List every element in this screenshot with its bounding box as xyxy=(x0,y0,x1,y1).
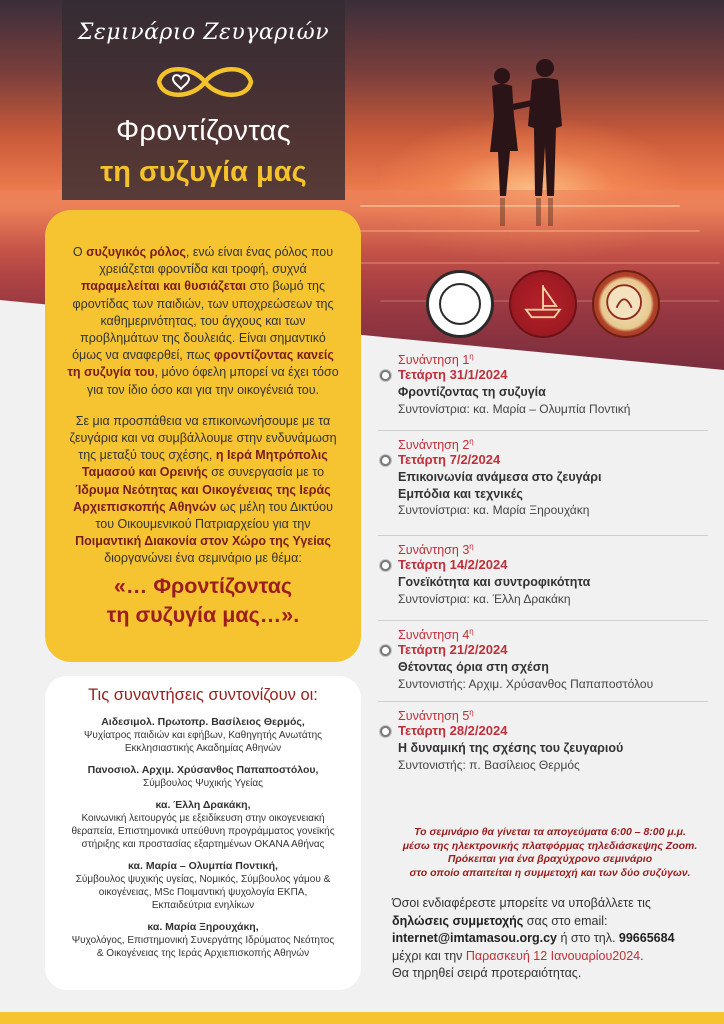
circle-bullet-icon xyxy=(380,560,391,571)
quote-line-2: τη συζυγία μας…». xyxy=(106,603,300,627)
meeting-coordinator: Συντονίστρια: κα. Μαρία – Ολυμπία Ποντική xyxy=(398,401,631,416)
intro-text: , μόνο όφελη μπορεί να έχει τόσο για τον ίδιο όσο και για την οικογένειά του. xyxy=(86,365,339,397)
network-seal-logo xyxy=(592,270,660,338)
intro-emphasis: Ίδρυμα Νεότητας και Οικογένειας της Ιεράς Αρχιεπισκοπής Αθηνών xyxy=(73,482,331,514)
info-text-3: ή στο τηλ. xyxy=(557,931,619,945)
coordinator-description: & Οικογένειας της Ιεράς Αρχιεπισκοπής Αθηνών xyxy=(96,948,310,959)
coordinator-description: θεραπεία, Επιστημονικά υπεύθυνη προγράμματος γονεϊκής xyxy=(71,826,335,837)
coordinator-description: Κοινωνική λειτουργός με εξειδίκευση στην οικογενειακή xyxy=(81,813,325,824)
meeting-date: Τετάρτη 28/2/2024 xyxy=(398,723,508,739)
coordinator-entry xyxy=(55,859,351,912)
seminar-theme-quote xyxy=(45,572,361,630)
meeting-divider xyxy=(378,430,708,431)
meeting-topic: Η δυναμική της σχέσης του ζευγαριού xyxy=(398,741,624,756)
meeting-coordinator: Συντονίστρια: κα. Μαρία Ξηρουχάκη xyxy=(398,503,590,518)
coordinator-description: Σύμβουλος Ψυχικής Υγείας xyxy=(143,778,263,789)
quote-line-1: «… Φροντίζοντας xyxy=(113,574,293,598)
meeting-date: Τετάρτη 14/2/2024 xyxy=(398,557,508,573)
coordinator-entry xyxy=(55,715,351,755)
coordinator-name: κα. Μαρία – Ολυμπία Ποντική, xyxy=(128,860,278,872)
ship-seal-logo xyxy=(509,270,577,338)
intro-emphasis: συζυγικός ρόλος xyxy=(86,245,186,259)
sea-ripple xyxy=(340,262,720,264)
circle-bullet-icon xyxy=(380,455,391,466)
info-registration: δηλώσεις συμμετοχής xyxy=(392,913,524,928)
intro-text: διοργανώνει ένα σεμινάριο με θέμα: xyxy=(104,551,302,566)
seminar-notice xyxy=(390,826,710,881)
meeting-number: Συνάντηση $2^\eta$ xyxy=(398,437,474,453)
meeting-date: Τετάρτη 31/1/2024 xyxy=(398,367,508,383)
meeting-5 xyxy=(378,708,708,773)
notice-line: Το σεμινάριο θα γίνεται τα απογεύματα 6:00 – 8:00 μ.μ. xyxy=(414,826,686,838)
meeting-coordinator: Συντονιστής: Αρχιμ. Χρύσανθος Παπαποστόλου xyxy=(398,676,654,691)
meeting-divider xyxy=(378,620,708,621)
meeting-1 xyxy=(378,352,708,417)
coordinator-description: Ψυχολόγος, Επιστημονική Συνεργάτης Ιδρύματος Νεότητος xyxy=(71,935,335,946)
contact-email-link[interactable]: internet@imtamasou.org.cy xyxy=(392,931,558,945)
coordinator-entry xyxy=(55,763,351,790)
infinity-heart-icon xyxy=(145,60,265,104)
intro-emphasis: Ποιμαντική Διακονία στον Χώρο της Υγείας xyxy=(75,534,331,549)
notice-line: μέσω της ηλεκτρονικής πλατφόρμας τηλεδιάσκεψης Zoom. xyxy=(402,839,698,852)
intro-text: , ενώ είναι ένας ρόλος που χρειάζεται φροντίδα και τροφή, συχνά xyxy=(99,245,334,277)
meeting-date: Τετάρτη 7/2/2024 xyxy=(398,452,501,468)
meeting-2 xyxy=(378,437,708,518)
contact-phone[interactable]: 99665684 xyxy=(618,931,675,945)
coordinator-description: Εκπαιδεύτρια ενηλίκων xyxy=(151,900,255,911)
intro-emphasis: φροντίζοντας κανείς τη συζυγία του xyxy=(67,348,334,380)
registration-info xyxy=(392,895,712,983)
meeting-coordinator: Συντονιστής: π. Βασίλειος Θερμός xyxy=(398,757,580,772)
meeting-topic: Φροντίζοντας τη συζυγία xyxy=(398,385,546,400)
info-text-4: μέχρι και την xyxy=(392,948,466,963)
seminar-label: Σεμινάριο Ζευγαριών xyxy=(77,20,330,45)
notice-line: στο οποίο απαιτείται η συμμετοχή και των δύο συζύγων. xyxy=(409,867,691,880)
notice-line: Πρόκειται για ένα βραχύχρονο σεμινάριο xyxy=(447,853,653,866)
intro-text: ως μέλη του Δικτύου του Οικουμενικού Πατριαρχείου για την xyxy=(95,499,333,532)
metropolis-logo xyxy=(426,270,494,338)
coordinator-description: στήριξης και προστασίας εξαρτημένων ΟΚΑΝΑ Αθήνας xyxy=(81,839,325,850)
main-subtitle: τη συζυγία μας xyxy=(100,156,307,188)
meeting-topic: Εμπόδια και τεχνικές xyxy=(398,486,523,501)
meeting-coordinator: Συντονίστρια: κα. Έλλη Δρακάκη xyxy=(398,591,571,606)
info-text-2: σας στο email: xyxy=(523,913,608,928)
coordinator-description: Ψυχίατρος παιδιών και εφήβων, Καθηγητής Ανωτάτης xyxy=(84,730,322,741)
main-title: Φροντίζοντας xyxy=(115,115,292,147)
meeting-number: Συνάντηση $5^\eta$ xyxy=(398,708,474,724)
info-text-6: Θα τηρηθεί σειρά προτεραιότητας. xyxy=(392,966,582,980)
intro-paragraph-1 xyxy=(65,244,341,399)
info-text-1: Όσοι ενδιαφέρεστε μπορείτε να υποβάλλετε τις xyxy=(392,896,651,910)
couple-silhouette xyxy=(470,56,580,226)
meeting-topic: Γονεϊκότητα και συντροφικότητα xyxy=(398,575,591,590)
coordinator-description: Εκκλησιαστικής Ακαδημίας Αθηνών xyxy=(124,743,282,754)
meeting-number: Συνάντηση $4^\eta$ xyxy=(398,627,474,643)
meeting-4 xyxy=(378,627,708,692)
intro-paragraph-2 xyxy=(65,413,341,568)
intro-text: σε συνεργασία με το xyxy=(207,465,325,480)
intro-text: Σε μια προσπάθεια να επικοινωνήσουμε με τα ζευγάρια και να συμβάλλουμε στην ενδυνάμωση της μεταξύ τους σχέσης, xyxy=(69,413,337,463)
coordinator-entry xyxy=(55,798,351,851)
coordinator-name: Πανοσιολ. Αρχιμ. Χρύσανθος Παπαποστόλου, xyxy=(87,764,319,776)
coordinators-box xyxy=(45,676,361,990)
intro-text: στο βωμό της φροντίδας των παιδιών, των υποχρεώσεων της καθημερινότητας, του άγχους και των προβλημάτων της δουλειάς. Είναι σημαντικό όμως να αναφερθεί, πως xyxy=(72,279,334,363)
meeting-divider xyxy=(378,535,708,536)
meeting-number: Συνάντηση $3^\eta$ xyxy=(398,542,474,558)
coordinator-description: οικογένειας, MSc Ποιμαντική ψυχολογία ΕΚΠΑ, xyxy=(98,887,308,898)
coordinator-name: Αιδεσιμολ. Πρωτοπρ. Βασίλειος Θερμός, xyxy=(101,716,305,728)
intro-emphasis: παραμελείται και θυσιάζεται xyxy=(81,279,247,294)
meeting-3 xyxy=(378,542,708,607)
coordinator-description: Σύμβουλος ψυχικής υγείας, Νομικός, Σύμβουλος γάμου & xyxy=(75,874,331,885)
meeting-divider xyxy=(378,701,708,702)
intro-text: Ο xyxy=(72,245,87,259)
coordinator-entry xyxy=(55,920,351,960)
meeting-topic: Θέτοντας όρια στη σχέση xyxy=(398,660,549,675)
intro-emphasis: η Ιερά Μητρόπολις Ταμασού και Ορεινής xyxy=(81,448,328,480)
coordinator-name: κα. Μαρία Ξηρουχάκη, xyxy=(147,921,259,933)
circle-bullet-icon xyxy=(380,726,391,737)
meeting-number: Συνάντηση $1^\eta$ xyxy=(398,352,474,368)
meeting-topic: Επικοινωνία ανάμεσα στο ζευγάρι xyxy=(398,470,602,485)
deadline-date: Παρασκευή 12 Ιανουαρίου2024 xyxy=(465,948,641,963)
circle-bullet-icon xyxy=(380,370,391,381)
circle-bullet-icon xyxy=(380,645,391,656)
info-text-5: . xyxy=(640,948,644,963)
coordinator-name: κα. Έλλη Δρακάκη, xyxy=(155,799,251,811)
bottom-bar xyxy=(0,1012,724,1024)
coordinators-heading: Τις συναντήσεις συντονίζουν οι: xyxy=(88,686,318,704)
coordinators-list xyxy=(55,715,351,960)
meeting-date: Τετάρτη 21/2/2024 xyxy=(398,642,508,658)
